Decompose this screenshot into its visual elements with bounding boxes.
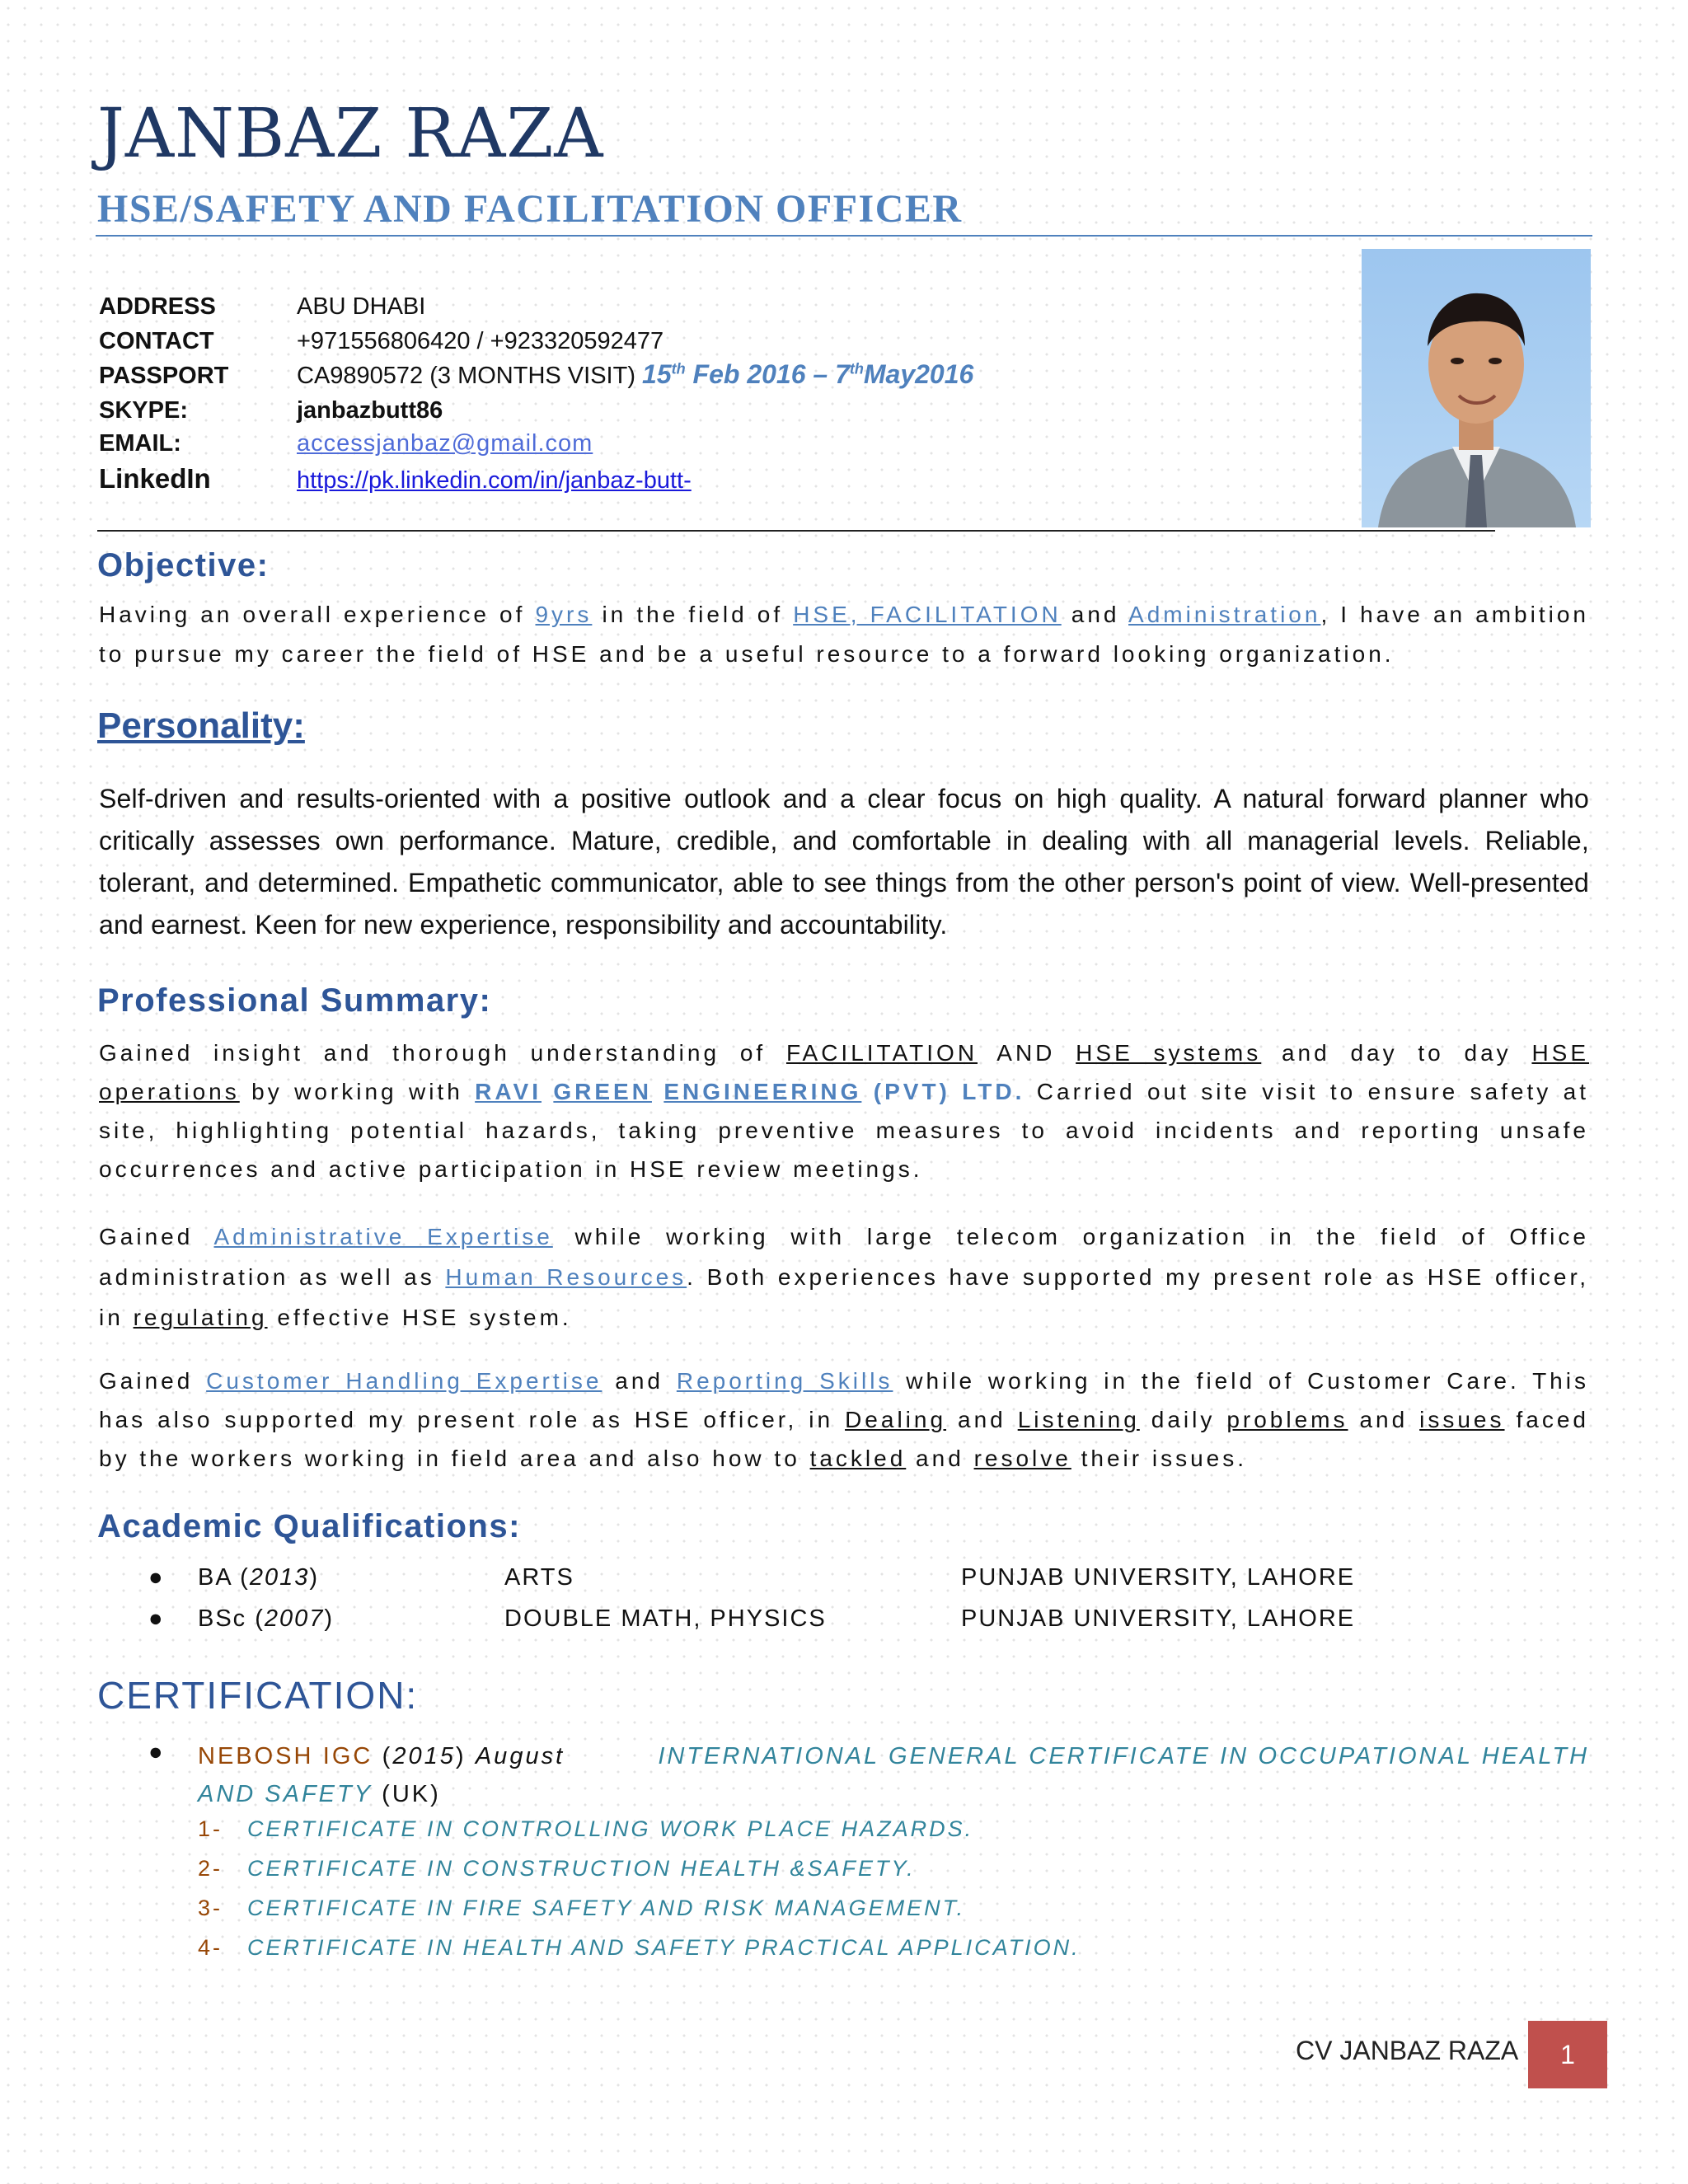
academic-heading: Academic Qualifications: [97, 1508, 521, 1544]
start-day-suffix: th [671, 360, 686, 377]
p1-company-green: GREEN [553, 1079, 652, 1104]
bullet-icon: ● [148, 1564, 165, 1591]
page-number: 1 [1528, 2021, 1607, 2088]
p3-listening: Listening [1017, 1407, 1140, 1432]
p1-text-2: AND [978, 1040, 1076, 1066]
cert-item-text: CERTIFICATE IN FIRE SAFETY AND RISK MANAGEMENT. [247, 1896, 966, 1920]
p1-hse-operations: HSE operations [99, 1040, 1590, 1104]
objective-heading: Objective: [97, 547, 270, 583]
degree-name: BA [198, 1564, 232, 1591]
cert-month: August [475, 1743, 565, 1769]
end-day: 7 [835, 359, 850, 389]
portrait-image [1362, 249, 1591, 527]
job-title: HSE/SAFETY AND FACILITATION OFFICER [97, 187, 963, 231]
objective-field: HSE, FACILITATION [793, 602, 1062, 627]
cert-item-number: 4- [198, 1935, 223, 1960]
cert-item-number: 3- [198, 1896, 223, 1920]
p2-text-2: while working with large telecom organization in the field of Office administration as well as [99, 1224, 1589, 1290]
cert-list-item [198, 1896, 965, 1921]
personality-heading: Personality: [97, 705, 305, 746]
p1-facilitation: FACILITATION [785, 1040, 978, 1066]
address-value: ABU DHABI [297, 293, 426, 320]
p2-human-resources: Human Resources [445, 1264, 687, 1290]
p2-text-3: . Both experiences have supported my present role as HSE officer, in [99, 1264, 1590, 1330]
objective-admin: Administration [1128, 602, 1321, 627]
academic-subject: DOUBLE MATH, PHYSICS [504, 1605, 827, 1632]
p3-text-5: daily [1139, 1407, 1227, 1432]
bullet-icon: ● [148, 1739, 163, 1765]
degree-year: 2007 [264, 1605, 325, 1632]
start-rest: Feb 2016 – [692, 359, 828, 389]
p3-text-6: and [1348, 1407, 1420, 1432]
cert-item-number: 1- [198, 1816, 223, 1841]
passport-label: PASSPORT [99, 363, 229, 389]
p3-resolve: resolve [973, 1446, 1071, 1471]
objective-text-4: , I have an ambition to pursue my career the field of HSE and be a useful resource to a forward looking organization. [99, 602, 1589, 667]
address-label: ADDRESS [99, 293, 216, 320]
end-rest: May2016 [863, 359, 974, 389]
skype-label: SKYPE: [99, 397, 188, 424]
objective-years: 9yrs [535, 602, 593, 627]
cert-item-text: CERTIFICATE IN CONTROLLING WORK PLACE HAZARDS. [247, 1816, 974, 1841]
objective-text-2: in the field of [592, 602, 794, 627]
objective-text-1: Having an overall experience of [99, 602, 536, 627]
p2-text-4: effective HSE system. [267, 1305, 572, 1330]
degree-name: BSc [198, 1605, 247, 1632]
p3-text-4: and [946, 1407, 1018, 1432]
linkedin-row [99, 463, 692, 496]
cert-list-item [198, 1856, 916, 1882]
candidate-name: JANBAZ RAZA [97, 95, 604, 173]
email-row [99, 430, 593, 463]
cert-item-number: 2- [198, 1856, 223, 1881]
cert-list-item [198, 1816, 973, 1842]
linkedin-link[interactable]: https://pk.linkedin.com/in/janbaz-butt- [297, 467, 692, 494]
passport-row [99, 359, 973, 392]
p3-issues: issues [1419, 1407, 1505, 1432]
bullet-icon: ● [148, 1605, 165, 1632]
personality-text: Self-driven and results-oriented with a positive outlook and a clear focus on high quality. A natural forward planner who critically assesses own performance. Mature, credible, and comfortable in dealing with all managerial levels. Reliable, tolerant, and determined. Empathetic communicator, able to see things from the other person's point of view. Well-presented and earnest. Keen for new experience, responsibility and accountability. [99, 784, 1589, 940]
linkedin-label: LinkedIn [99, 463, 211, 494]
info-divider [97, 530, 1495, 532]
profile-photo [1362, 249, 1591, 527]
p3-dealing: Dealing [845, 1407, 947, 1432]
header-divider [96, 235, 1592, 237]
cert-item-text: CERTIFICATE IN CONSTRUCTION HEALTH &SAFETY. [247, 1856, 916, 1881]
academic-degree: BSc (2007) [198, 1605, 335, 1632]
summary-paragraph-2 [99, 1216, 1589, 1338]
academic-institution: PUNJAB UNIVERSITY, LAHORE [961, 1564, 1356, 1591]
p3-text-9: their issues. [1071, 1446, 1247, 1471]
p3-text-3: while working in the field of Customer Care. This has also supported my present role as HSE officer, in [99, 1368, 1589, 1432]
p3-text-7: faced by the workers working in field area and also how to [99, 1407, 1589, 1471]
p2-text-1: Gained [99, 1224, 214, 1249]
cert-name: NEBOSH IGC [198, 1743, 373, 1769]
p3-reporting-skills: Reporting Skills [676, 1368, 893, 1394]
footer-label: CV JANBAZ RAZA [1296, 2036, 1519, 2065]
p1-hse-systems: HSE systems [1076, 1040, 1262, 1066]
skype-value: janbazbutt86 [297, 397, 443, 424]
visit-dates [642, 359, 973, 389]
p1-text-3: and day to day [1261, 1040, 1532, 1066]
p1-text-4: by working with [239, 1079, 476, 1104]
professional-summary-heading: Professional Summary: [97, 982, 492, 1019]
cert-item-text: CERTIFICATE IN HEALTH AND SAFETY PRACTICAL APPLICATION. [247, 1935, 1081, 1960]
certification-heading: CERTIFICATION: [97, 1674, 419, 1717]
p2-regulating: regulating [133, 1305, 268, 1330]
p1-text-5: Carried out site visit to ensure safety at site, highlighting potential hazards, taking preventive measures to avoid incidents and reporting unsafe occurrences and active participation in HSE review meetings. [99, 1079, 1590, 1182]
summary-paragraph-1 [99, 1033, 1589, 1188]
summary-paragraph-3 [99, 1361, 1589, 1478]
academic-subject: ARTS [504, 1564, 574, 1591]
start-day: 15 [642, 359, 672, 389]
main-certification: NEBOSH IGC (2015) August INTERNATIONAL GENERAL CERTIFICATE IN OCCUPATIONAL HEALTH AND SAFETY (UK) [198, 1743, 1590, 1807]
p1-text-1: Gained insight and thorough understanding of [99, 1040, 786, 1066]
degree-year: 2013 [249, 1564, 310, 1591]
p1-company-ravi: RAVI [475, 1079, 542, 1104]
p3-problems: problems [1226, 1407, 1348, 1432]
cert-year: 2015 [392, 1743, 456, 1769]
p1-company-pvt: (PVT) LTD. [873, 1079, 1025, 1104]
p3-customer-handling: Customer Handling Expertise [206, 1368, 603, 1394]
p2-admin-expertise: Administrative Expertise [213, 1224, 553, 1249]
p3-text-1: Gained [99, 1368, 207, 1394]
cert-description: INTERNATIONAL GENERAL CERTIFICATE IN OCCUPATIONAL HEALTH AND SAFETY [198, 1743, 1590, 1807]
cert-country: UK [392, 1781, 431, 1807]
objective-text-3: and [1061, 602, 1129, 627]
contact-value: +971556806420 / +923320592477 [297, 328, 664, 354]
contact-label: CONTACT [99, 328, 214, 354]
skype-row [99, 397, 443, 430]
p3-tackled: tackled [809, 1446, 907, 1471]
cert-list-item [198, 1935, 1081, 1961]
end-day-suffix: th [849, 360, 864, 377]
objective-text [99, 595, 1589, 674]
p1-company-engineering: ENGINEERING [663, 1079, 862, 1104]
p3-text-2: and [602, 1368, 677, 1394]
academic-degree: BA (2013) [198, 1564, 319, 1591]
p3-text-8: and [906, 1446, 974, 1471]
contact-row [99, 328, 663, 361]
passport-value: CA9890572 (3 MONTHS VISIT) [297, 363, 635, 389]
email-label: EMAIL: [99, 430, 181, 457]
academic-institution: PUNJAB UNIVERSITY, LAHORE [961, 1605, 1356, 1632]
address-row [99, 293, 425, 326]
email-link[interactable]: accessjanbaz@gmail.com [297, 430, 593, 457]
